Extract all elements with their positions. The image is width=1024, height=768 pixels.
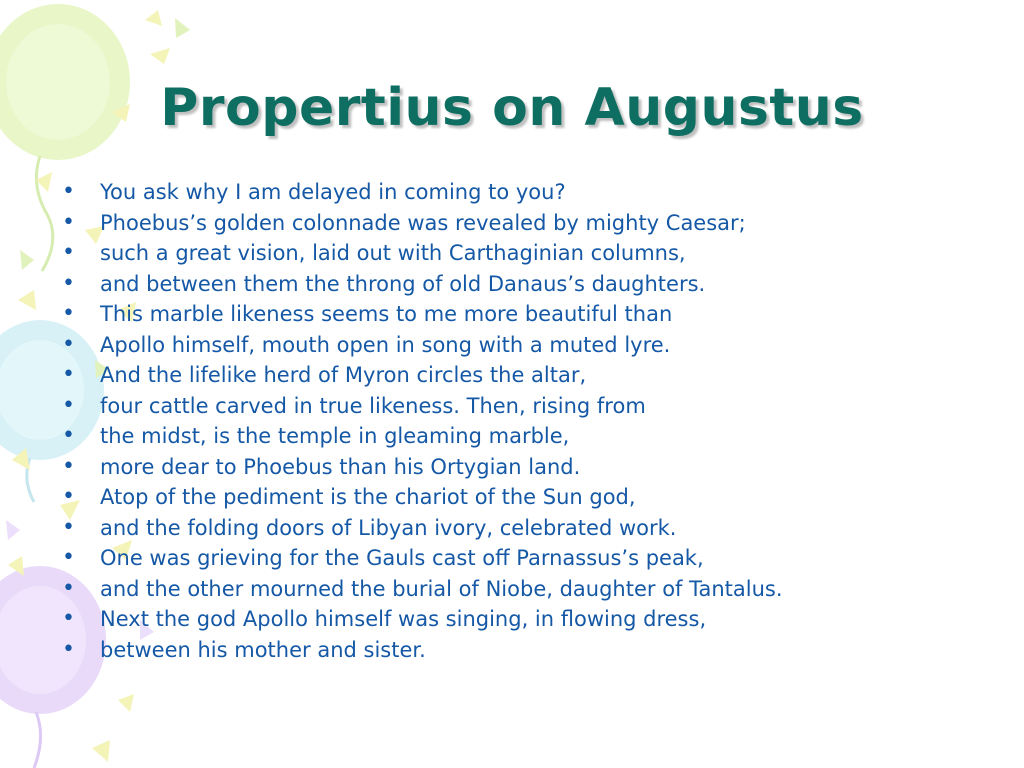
list-item (62, 299, 783, 330)
bullet-text: This marble likeness seems to me more beautiful than (100, 302, 673, 326)
list-item (62, 574, 783, 605)
bullet-icon: • (62, 362, 75, 387)
bullet-list (62, 177, 783, 665)
bullet-text: the midst, is the temple in gleaming marble, (100, 424, 570, 448)
bullet-icon: • (62, 270, 75, 296)
bullet-icon: • (62, 453, 75, 479)
list-item (62, 421, 783, 452)
list-item (62, 391, 783, 422)
bullet-text: Atop of the pediment is the chariot of the Sun god, (100, 485, 636, 509)
slide-title: Propertius on Augustus (160, 78, 864, 138)
bullet-text: Next the god Apollo himself was singing, in flowing dress, (100, 607, 707, 631)
bullet-icon: • (62, 209, 75, 235)
bullet-icon: • (62, 575, 75, 601)
bullet-text: and the other mourned the burial of Niobe, daughter of Tantalus. (100, 576, 783, 601)
bullet-text: You ask why I am delayed in coming to you? (100, 180, 566, 204)
list-item (62, 238, 783, 269)
bullet-text: between his mother and sister. (100, 637, 426, 662)
bullet-icon: • (62, 606, 75, 631)
bullet-icon: • (62, 636, 75, 662)
list-item (62, 513, 783, 544)
list-item (62, 543, 783, 574)
bullet-icon: • (62, 423, 75, 448)
bullet-icon: • (62, 301, 75, 326)
bullet-icon: • (62, 331, 75, 357)
list-item (62, 360, 783, 391)
bullet-text: and the folding doors of Libyan ivory, celebrated work. (100, 515, 677, 540)
bullet-text: And the lifelike herd of Myron circles the altar, (100, 363, 587, 387)
bullet-icon: • (62, 240, 75, 265)
bullet-icon: • (62, 484, 75, 509)
list-item (62, 208, 783, 239)
bullet-text: Apollo himself, mouth open in song with a muted lyre. (100, 332, 671, 357)
list-item (62, 452, 783, 483)
bullet-icon: • (62, 392, 75, 418)
bullet-text: such a great vision, laid out with Carthaginian columns, (100, 241, 686, 265)
bullet-icon: • (62, 179, 75, 204)
bullet-icon: • (62, 545, 75, 570)
list-item (62, 482, 783, 513)
bullet-text: Phoebus’s golden colonnade was revealed by mighty Caesar; (100, 210, 746, 235)
bullet-text: and between them the throng of old Danaus’s daughters. (100, 271, 706, 296)
list-item (62, 177, 783, 208)
list-item (62, 604, 783, 635)
bullet-text: One was grieving for the Gauls cast off Parnassus’s peak, (100, 546, 704, 570)
list-item (62, 330, 783, 361)
bullet-icon: • (62, 514, 75, 540)
bullet-text: four cattle carved in true likeness. Then, rising from (100, 393, 646, 418)
list-item (62, 269, 783, 300)
bullet-text: more dear to Phoebus than his Ortygian land. (100, 454, 581, 479)
list-item (62, 635, 783, 666)
